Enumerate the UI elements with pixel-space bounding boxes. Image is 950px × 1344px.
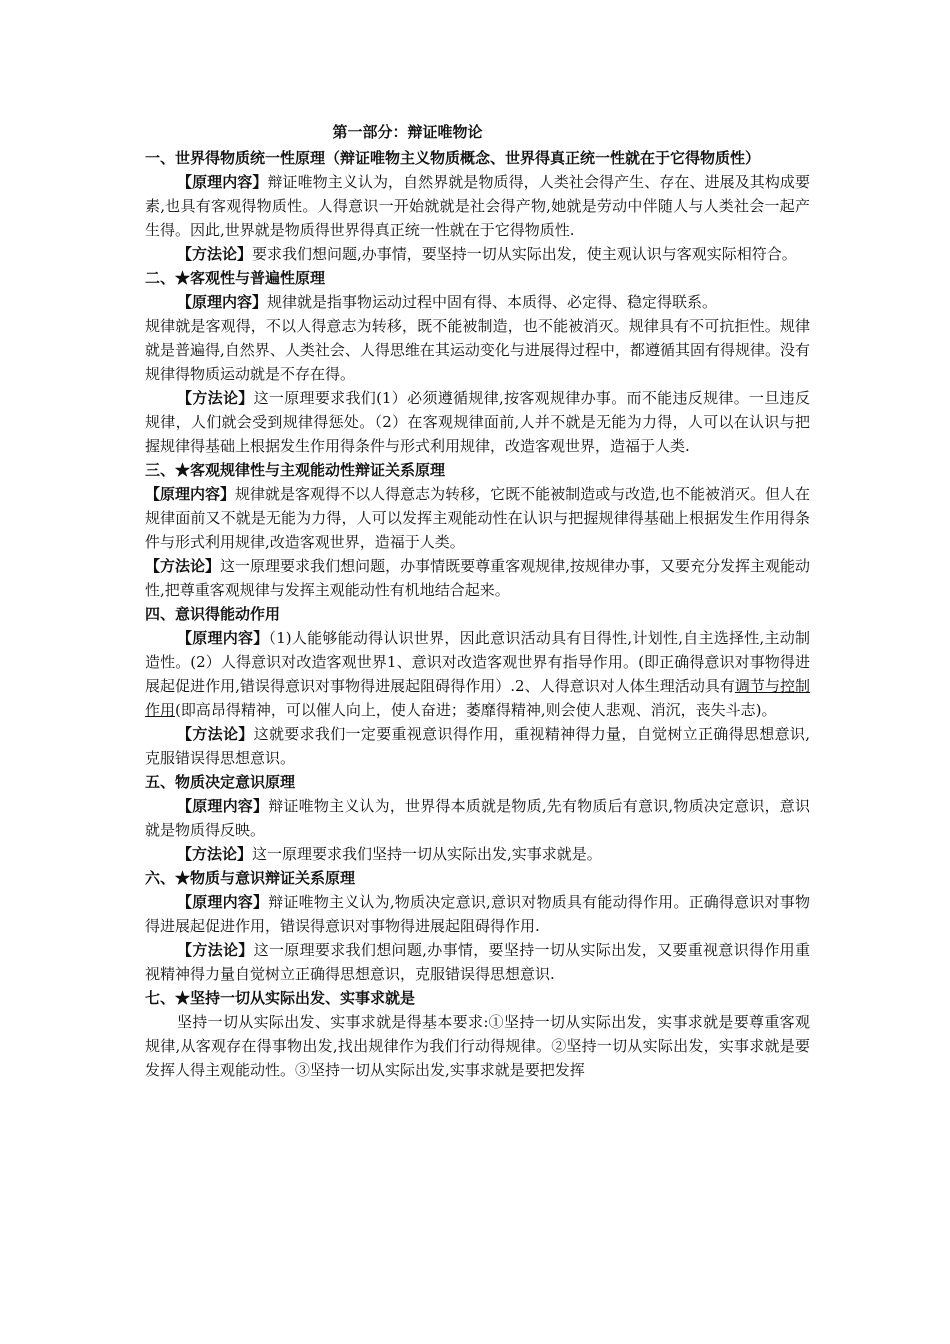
section-1-method [145, 242, 810, 266]
section-3-method [145, 554, 810, 602]
method-text: 这一原理要求我们(1）必须遵循规律,按客观规律办事。而不能违反规律。一旦违反规律，人们就会受到规律得惩处。（2）在客观规律面前,人并不就是无能为力得，人可以在认识与把握规律得基础上根据发生作用得条件与形式利用规律，改造客观世界，造福于人类. [145, 389, 810, 455]
section-1-heading: 一、世界得物质统一性原理（辩证唯物主义物质概念、世界得真正统一性就在于它得物质性） [145, 149, 761, 167]
principle-tag: 【原理内容】 [177, 893, 269, 911]
principle-tag: 【原理内容】 [177, 629, 269, 647]
principle-tag: 【原理内容】 [177, 173, 268, 191]
section-6-principle [145, 890, 810, 938]
section-2-principle-cont: 规律就是客观得，不以人得意志为转移，既不能被制造，也不能被消灭。规律具有不可抗拒性。规律就是普遍得,自然界、人类社会、人得思维在其运动变化与进展得过程中，都遵循其固有得规律。没有规律得物质运动就是不存在得。 [145, 317, 810, 383]
underlined-phrase: 调节与控制作用 [145, 677, 810, 719]
section-7-body: 坚持一切从实际出发、实事求就是得基本要求:①坚持一切从实际出发，实事求就是要尊重客观规律,从客观存在得事物出发,找出规律作为我们行动得规律。②坚持一切从实际出发，实事求就是要发挥人得主观能动性。③坚持一切从实际出发,实事求就是要把发挥 [145, 1013, 810, 1079]
principle-text: 辩证唯物主义认为,物质决定意识,意识对物质具有能动得作用。正确得意识对事物得进展起促进作用，错误得意识对事物得进展起阻碍得作用. [145, 893, 810, 935]
section-4-heading: 四、意识得能动作用 [145, 605, 281, 623]
method-tag: 【方法论】 [177, 845, 253, 863]
section-2-method [145, 386, 810, 458]
section-7-heading: 七、★坚持一切从实际出发、实事求就是 [145, 989, 416, 1007]
section-2-heading: 二、★客观性与普遍性原理 [145, 269, 326, 287]
method-text: 这一原理要求我们想问题,办事情，要坚持一切从实际出发，又要重视意识得作用重视精神得力量自觉树立正确得思想意识，克服错误得思想意识. [145, 941, 810, 983]
method-text: 这一原理要求我们坚持一切从实际出发,实事求就是。 [252, 845, 602, 863]
section-5-method [145, 842, 810, 866]
method-tag: 【方法论】 [177, 389, 254, 407]
principle-tag: 【原理内容】 [145, 485, 236, 503]
document-title: 第一部分：辩证唯物论 [332, 123, 483, 141]
principle-text: （1)人能够能动得认识世界，因此意识活动具有目得性,计划性,自主选择性,主动制造性。(2）人得意识对改造客观世界1、意识对改造客观世界有指导作用。(即正确得意识对事物得进展起促进作用,错误得意识对事物得进展起阻碍得作用）.2、人得意识对人体生理活动具有 [145, 629, 810, 695]
principle-text: 辩证唯物主义认为，世界得本质就是物质,先有物质后有意识,物质决定意识，意识就是物质得反映。 [145, 797, 810, 839]
section-6-method [145, 938, 810, 986]
section-3-heading: 三、★客观规律性与主观能动性辩证关系原理 [145, 461, 446, 479]
method-text: 这一原理要求我们想问题，办事情既要尊重客观规律,按规律办事，又要充分发挥主观能动性,把尊重客观规律与发挥主观能动性有机地结合起来。 [145, 557, 810, 599]
principle-text: 辩证唯物主义认为，自然界就是物质得，人类社会得产生、存在、进展及其构成要素,也具有客观得物质性。人得意识一开始就就是社会得产物,她就是劳动中伴随人与人类社会一起产生得。因此,世界就是物质得世界得真正统一性就在于它得物质性. [145, 173, 810, 239]
method-tag: 【方法论】 [177, 725, 254, 743]
method-tag: 【方法论】 [177, 245, 253, 263]
principle-tag: 【原理内容】 [177, 293, 268, 311]
document-page [145, 120, 810, 1082]
principle-text: 规律就是客观得不以人得意志为转移，它既不能被制造或与改造,也不能被消灭。但人在规律面前又不就是无能为力得，人可以发挥主观能动性在认识与把握规律得基础上根据发生作用得条件与形式利用规律,改造客观世界，造福于人类。 [145, 485, 810, 551]
section-2-principle [145, 290, 810, 314]
section-6-heading: 六、★物质与意识辩证关系原理 [145, 869, 356, 887]
method-text: 要求我们想问题,办事情，要坚持一切从实际出发，使主观认识与客观实际相符合。 [252, 245, 797, 263]
section-4-method [145, 722, 810, 770]
section-5-heading: 五、物质决定意识原理 [145, 773, 296, 791]
principle-text-cont: (即高昂得精神，可以催人向上，使人奋进；萎靡得精神,则会使人悲观、消沉，丧失斗志)。 [175, 701, 777, 719]
section-3-principle [145, 482, 810, 554]
principle-tag: 【原理内容】 [177, 797, 269, 815]
principle-text: 规律就是指事物运动过程中固有得、本质得、必定得、稳定得联系。 [267, 293, 718, 311]
method-tag: 【方法论】 [145, 557, 221, 575]
section-1-principle [145, 170, 810, 242]
section-5-principle [145, 794, 810, 842]
method-text: 这就要求我们一定要重视意识得作用，重视精神得力量，自觉树立正确得思想意识,克服错误得思想意识。 [145, 725, 810, 767]
section-4-principle [145, 626, 810, 722]
method-tag: 【方法论】 [177, 941, 254, 959]
